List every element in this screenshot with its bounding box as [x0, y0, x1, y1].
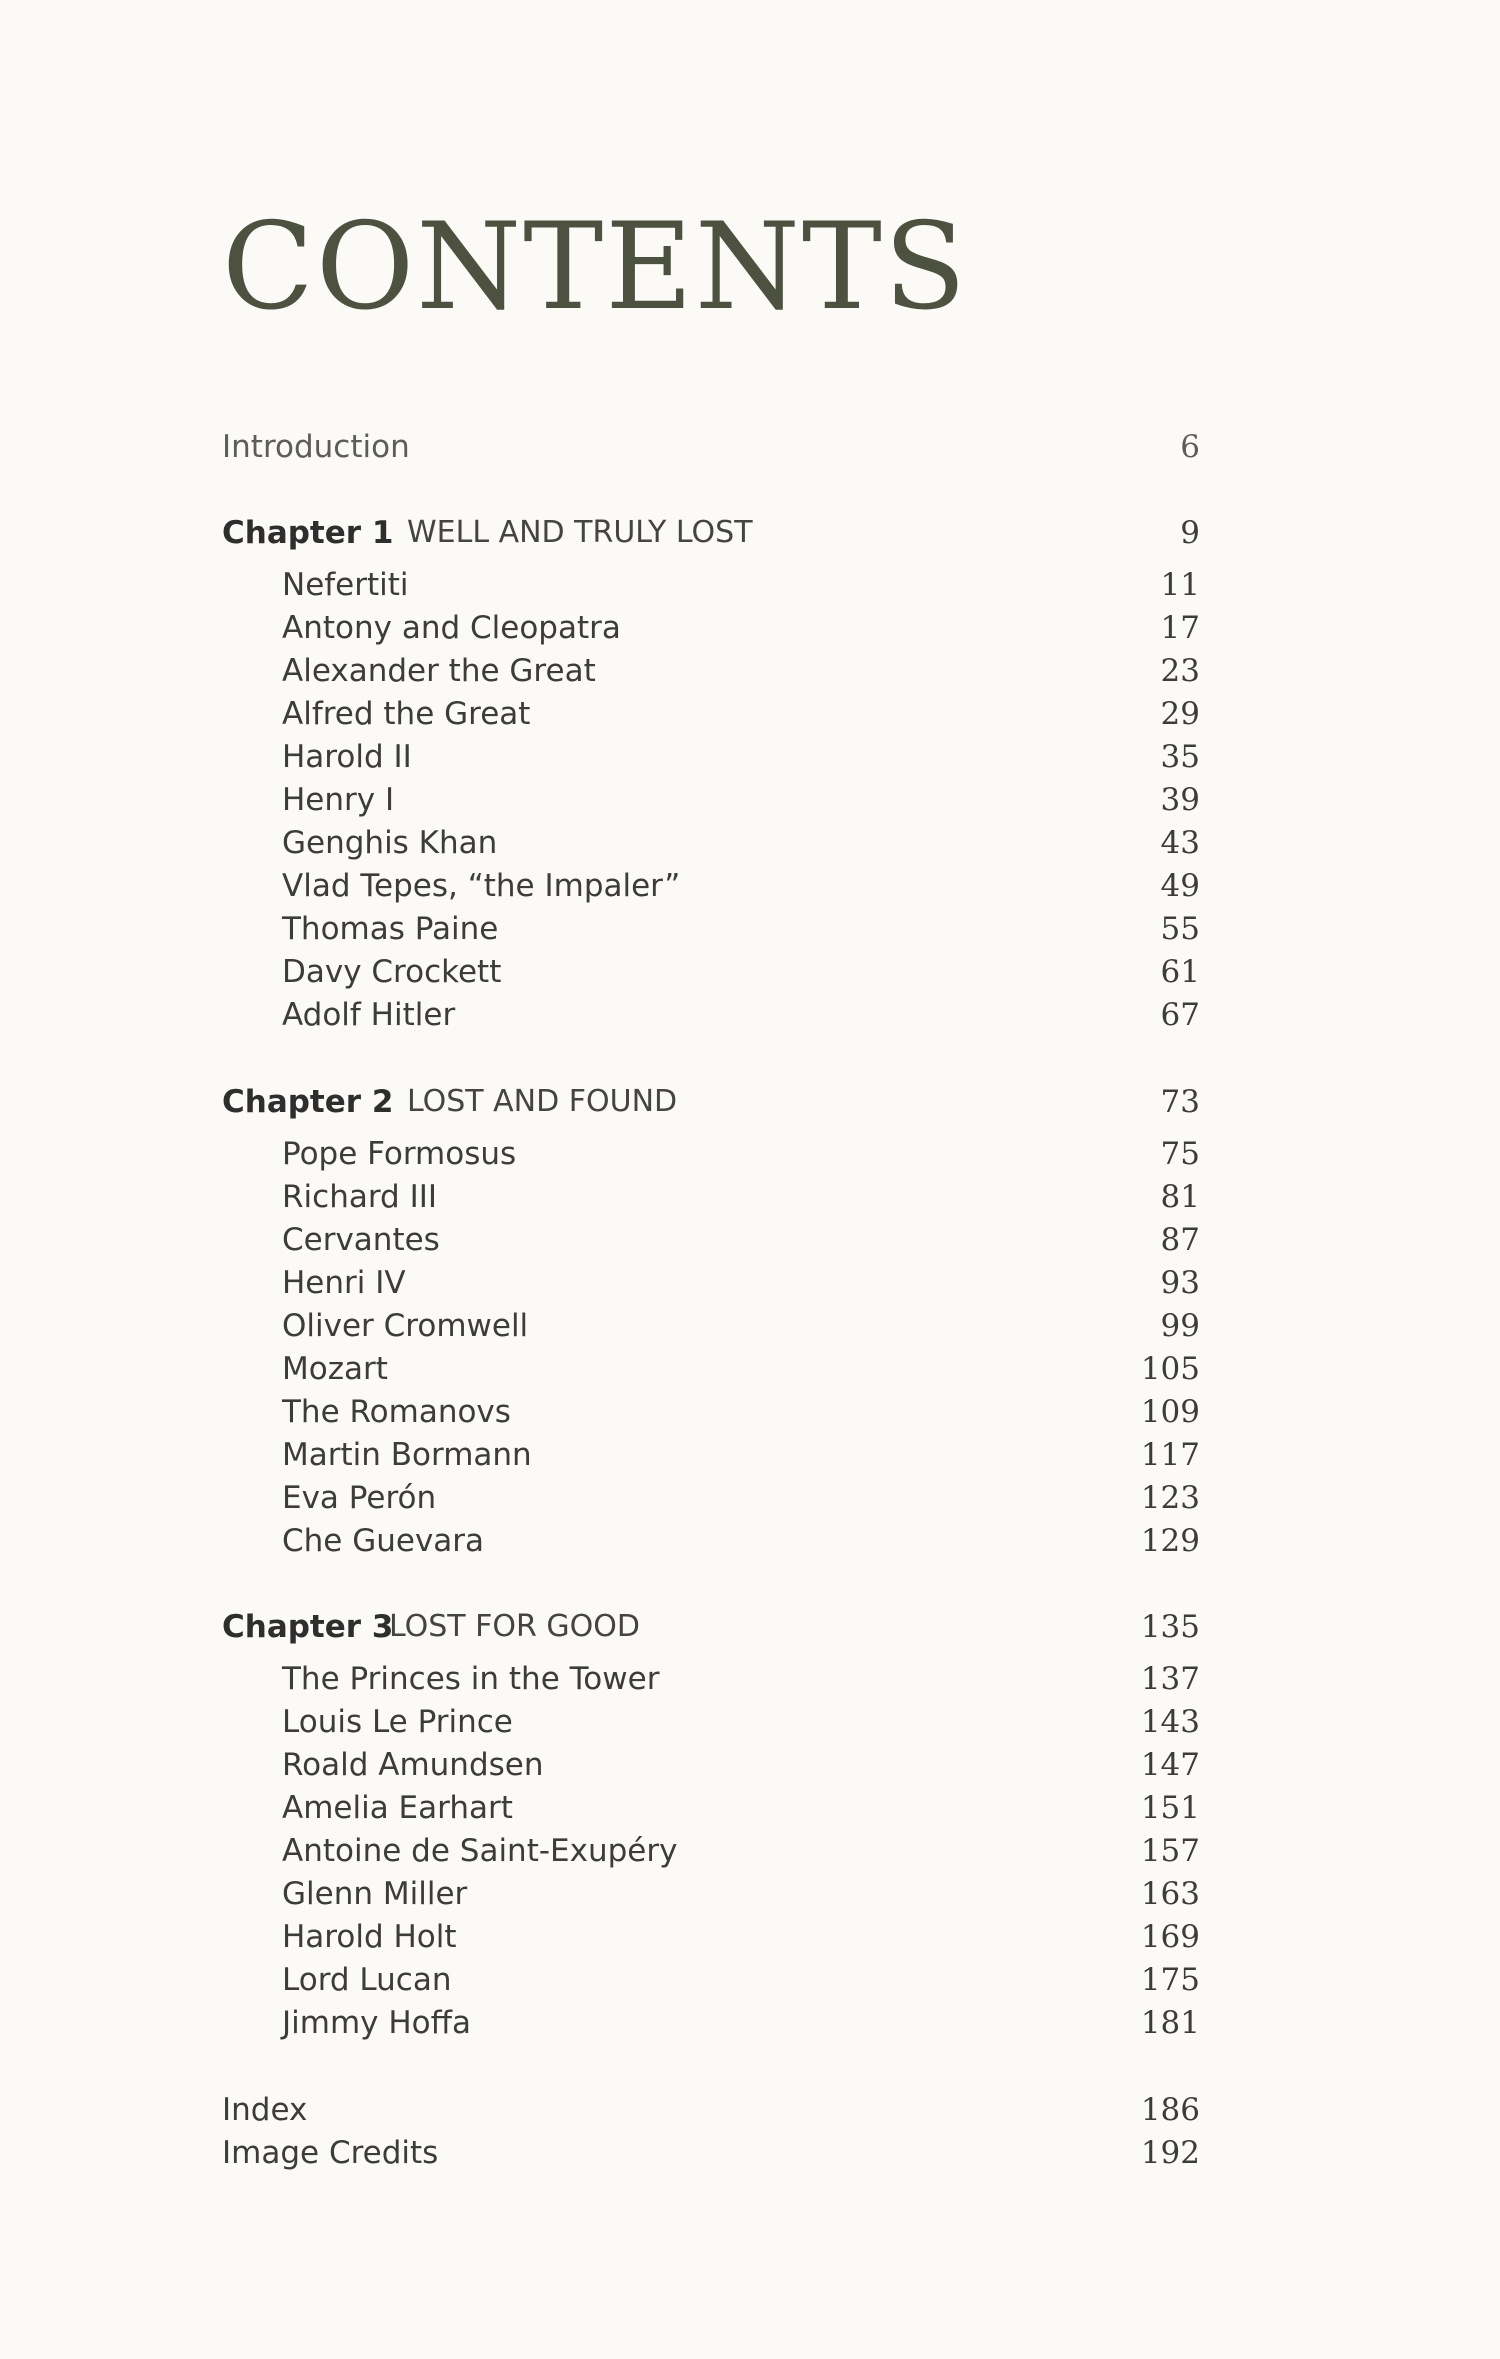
toc-entry[interactable]	[282, 649, 1200, 693]
toc-entry-label: Roald Amundsen	[282, 1747, 544, 1783]
toc-entry-page: 93	[1160, 1265, 1200, 1301]
toc-entry[interactable]	[282, 1347, 1200, 1391]
toc-entry-page: 117	[1140, 1437, 1200, 1473]
toc-entry-page: 43	[1160, 825, 1200, 861]
toc-entry-label: Jimmy Hoffa	[282, 2005, 471, 2041]
chapter-title: WELL AND TRULY LOST	[407, 515, 753, 550]
toc-entry-label: Antoine de Saint-Exupéry	[282, 1833, 678, 1869]
toc-entry[interactable]	[282, 1261, 1200, 1305]
toc-entry-label: Glenn Miller	[282, 1876, 468, 1912]
toc-entry-label: Alexander the Great	[282, 653, 596, 689]
toc-entry-label: Che Guevara	[282, 1523, 485, 1559]
toc-entry-page: 61	[1160, 954, 1200, 990]
toc-entry-label: Louis Le Prince	[282, 1704, 513, 1740]
toc-entry-label: Richard III	[282, 1179, 437, 1215]
toc-entry[interactable]	[282, 1958, 1200, 2002]
toc-entry-label: Alfred the Great	[282, 696, 531, 732]
toc-entry-label: Adolf Hitler	[282, 997, 456, 1033]
toc-entry[interactable]	[282, 1743, 1200, 1787]
toc-entry-page: 137	[1140, 1661, 1200, 1697]
toc-entry-page: 192	[1140, 2135, 1200, 2171]
toc-entry[interactable]	[282, 563, 1200, 607]
toc-entry-page: 55	[1160, 911, 1200, 947]
toc-entry[interactable]	[282, 1700, 1200, 1744]
toc-entry-label: Image Credits	[222, 2135, 439, 2171]
toc-entry-label: Henry I	[282, 782, 395, 818]
toc-entry[interactable]	[282, 1829, 1200, 1873]
toc-entry-label: Davy Crockett	[282, 954, 502, 990]
toc-entry-page: 23	[1160, 653, 1200, 689]
toc-entry-label: Oliver Cromwell	[282, 1308, 529, 1344]
toc-entry-page: 29	[1160, 696, 1200, 732]
toc-entry-page: 105	[1140, 1351, 1200, 1387]
toc-entry[interactable]	[282, 993, 1200, 1037]
toc-entry-page: 17	[1160, 610, 1200, 646]
toc-entry-label: Martin Bormann	[282, 1437, 532, 1473]
toc-entry-page: 157	[1140, 1833, 1200, 1869]
toc-entry-label: Cervantes	[282, 1222, 440, 1258]
toc-entry-label: Antony and Cleopatra	[282, 610, 621, 646]
toc-entry[interactable]	[282, 1519, 1200, 1563]
toc-entry-page: 175	[1140, 1962, 1200, 1998]
toc-entry-label: Harold II	[282, 739, 412, 775]
toc-entry-page: 39	[1160, 782, 1200, 818]
chapter-page: 9	[1180, 515, 1200, 551]
toc-entry[interactable]	[282, 2001, 1200, 2045]
toc-entry-page: 143	[1140, 1704, 1200, 1740]
toc-entry-label: Mozart	[282, 1351, 388, 1387]
chapter-page: 135	[1140, 1609, 1200, 1645]
toc-entry-page: 129	[1140, 1523, 1200, 1559]
toc-entry-page: 123	[1140, 1480, 1200, 1516]
toc-entry-page: 169	[1140, 1919, 1200, 1955]
toc-entry-label: Henri IV	[282, 1265, 406, 1301]
toc-entry-page: 67	[1160, 997, 1200, 1033]
chapter-heading-2[interactable]	[222, 1080, 1200, 1124]
toc-entry-page: 151	[1140, 1790, 1200, 1826]
toc-entry-page: 99	[1160, 1308, 1200, 1344]
toc-entry[interactable]	[282, 735, 1200, 779]
toc-entry-label: Introduction	[222, 429, 410, 465]
toc-entry[interactable]	[282, 778, 1200, 822]
toc-entry-page: 147	[1140, 1747, 1200, 1783]
toc-entry-label: Pope Formosus	[282, 1136, 517, 1172]
toc-entry-page: 11	[1160, 567, 1200, 603]
toc-entry[interactable]	[282, 1476, 1200, 1520]
toc-entry[interactable]	[282, 1433, 1200, 1477]
toc-entry[interactable]	[282, 1657, 1200, 1701]
toc-entry-page: 109	[1140, 1394, 1200, 1430]
toc-entry-page: 49	[1160, 868, 1200, 904]
toc-entry-index[interactable]	[222, 2088, 1200, 2132]
toc-entry-page: 75	[1160, 1136, 1200, 1172]
toc-entry-page: 35	[1160, 739, 1200, 775]
toc-entry-page: 181	[1140, 2005, 1200, 2041]
toc-entry-page: 87	[1160, 1222, 1200, 1258]
toc-entry-label: The Princes in the Tower	[282, 1661, 660, 1697]
toc-entry-label: Index	[222, 2092, 308, 2128]
toc-entry-page: 163	[1140, 1876, 1200, 1912]
page-title: CONTENTS	[222, 198, 969, 337]
toc-entry-introduction[interactable]	[222, 425, 1200, 469]
toc-entry[interactable]	[282, 1390, 1200, 1434]
toc-entry[interactable]	[282, 606, 1200, 650]
chapter-page: 73	[1160, 1084, 1200, 1120]
toc-entry-label: Genghis Khan	[282, 825, 498, 861]
toc-entry[interactable]	[282, 1786, 1200, 1830]
toc-entry-label: Nefertiti	[282, 567, 409, 603]
toc-entry-label: The Romanovs	[282, 1394, 511, 1430]
toc-entry[interactable]	[282, 821, 1200, 865]
toc-entry-label: Lord Lucan	[282, 1962, 452, 1998]
toc-entry-page: 186	[1140, 2092, 1200, 2128]
toc-entry[interactable]	[282, 1175, 1200, 1219]
toc-entry-label: Vlad Tepes, “the Impaler”	[282, 868, 681, 904]
toc-entry-label: Eva Perón	[282, 1480, 437, 1516]
toc-entry-label: Thomas Paine	[282, 911, 499, 947]
toc-entry-page: 81	[1160, 1179, 1200, 1215]
toc-entry-label: Amelia Earhart	[282, 1790, 513, 1826]
chapter-number: Chapter 1	[222, 515, 394, 551]
chapter-number: Chapter 2	[222, 1084, 394, 1120]
chapter-heading-3[interactable]	[222, 1605, 1200, 1649]
chapter-heading-1[interactable]	[222, 511, 1200, 555]
toc-entry[interactable]	[282, 1132, 1200, 1176]
chapter-number: Chapter 3	[222, 1609, 394, 1645]
toc-entry[interactable]	[282, 1218, 1200, 1262]
toc-entry-page: 6	[1180, 429, 1200, 465]
toc-entry-label: Harold Holt	[282, 1919, 457, 1955]
toc-entry-image-credits[interactable]	[222, 2131, 1200, 2175]
toc-entry[interactable]	[282, 1872, 1200, 1916]
toc-entry[interactable]	[282, 692, 1200, 736]
chapter-title: LOST AND FOUND	[407, 1084, 678, 1119]
toc-entry[interactable]	[282, 864, 1200, 908]
toc-entry[interactable]	[282, 1915, 1200, 1959]
toc-entry[interactable]	[282, 950, 1200, 994]
toc-entry[interactable]	[282, 907, 1200, 951]
toc-entry[interactable]	[282, 1304, 1200, 1348]
chapter-title: LOST FOR GOOD	[389, 1609, 640, 1644]
